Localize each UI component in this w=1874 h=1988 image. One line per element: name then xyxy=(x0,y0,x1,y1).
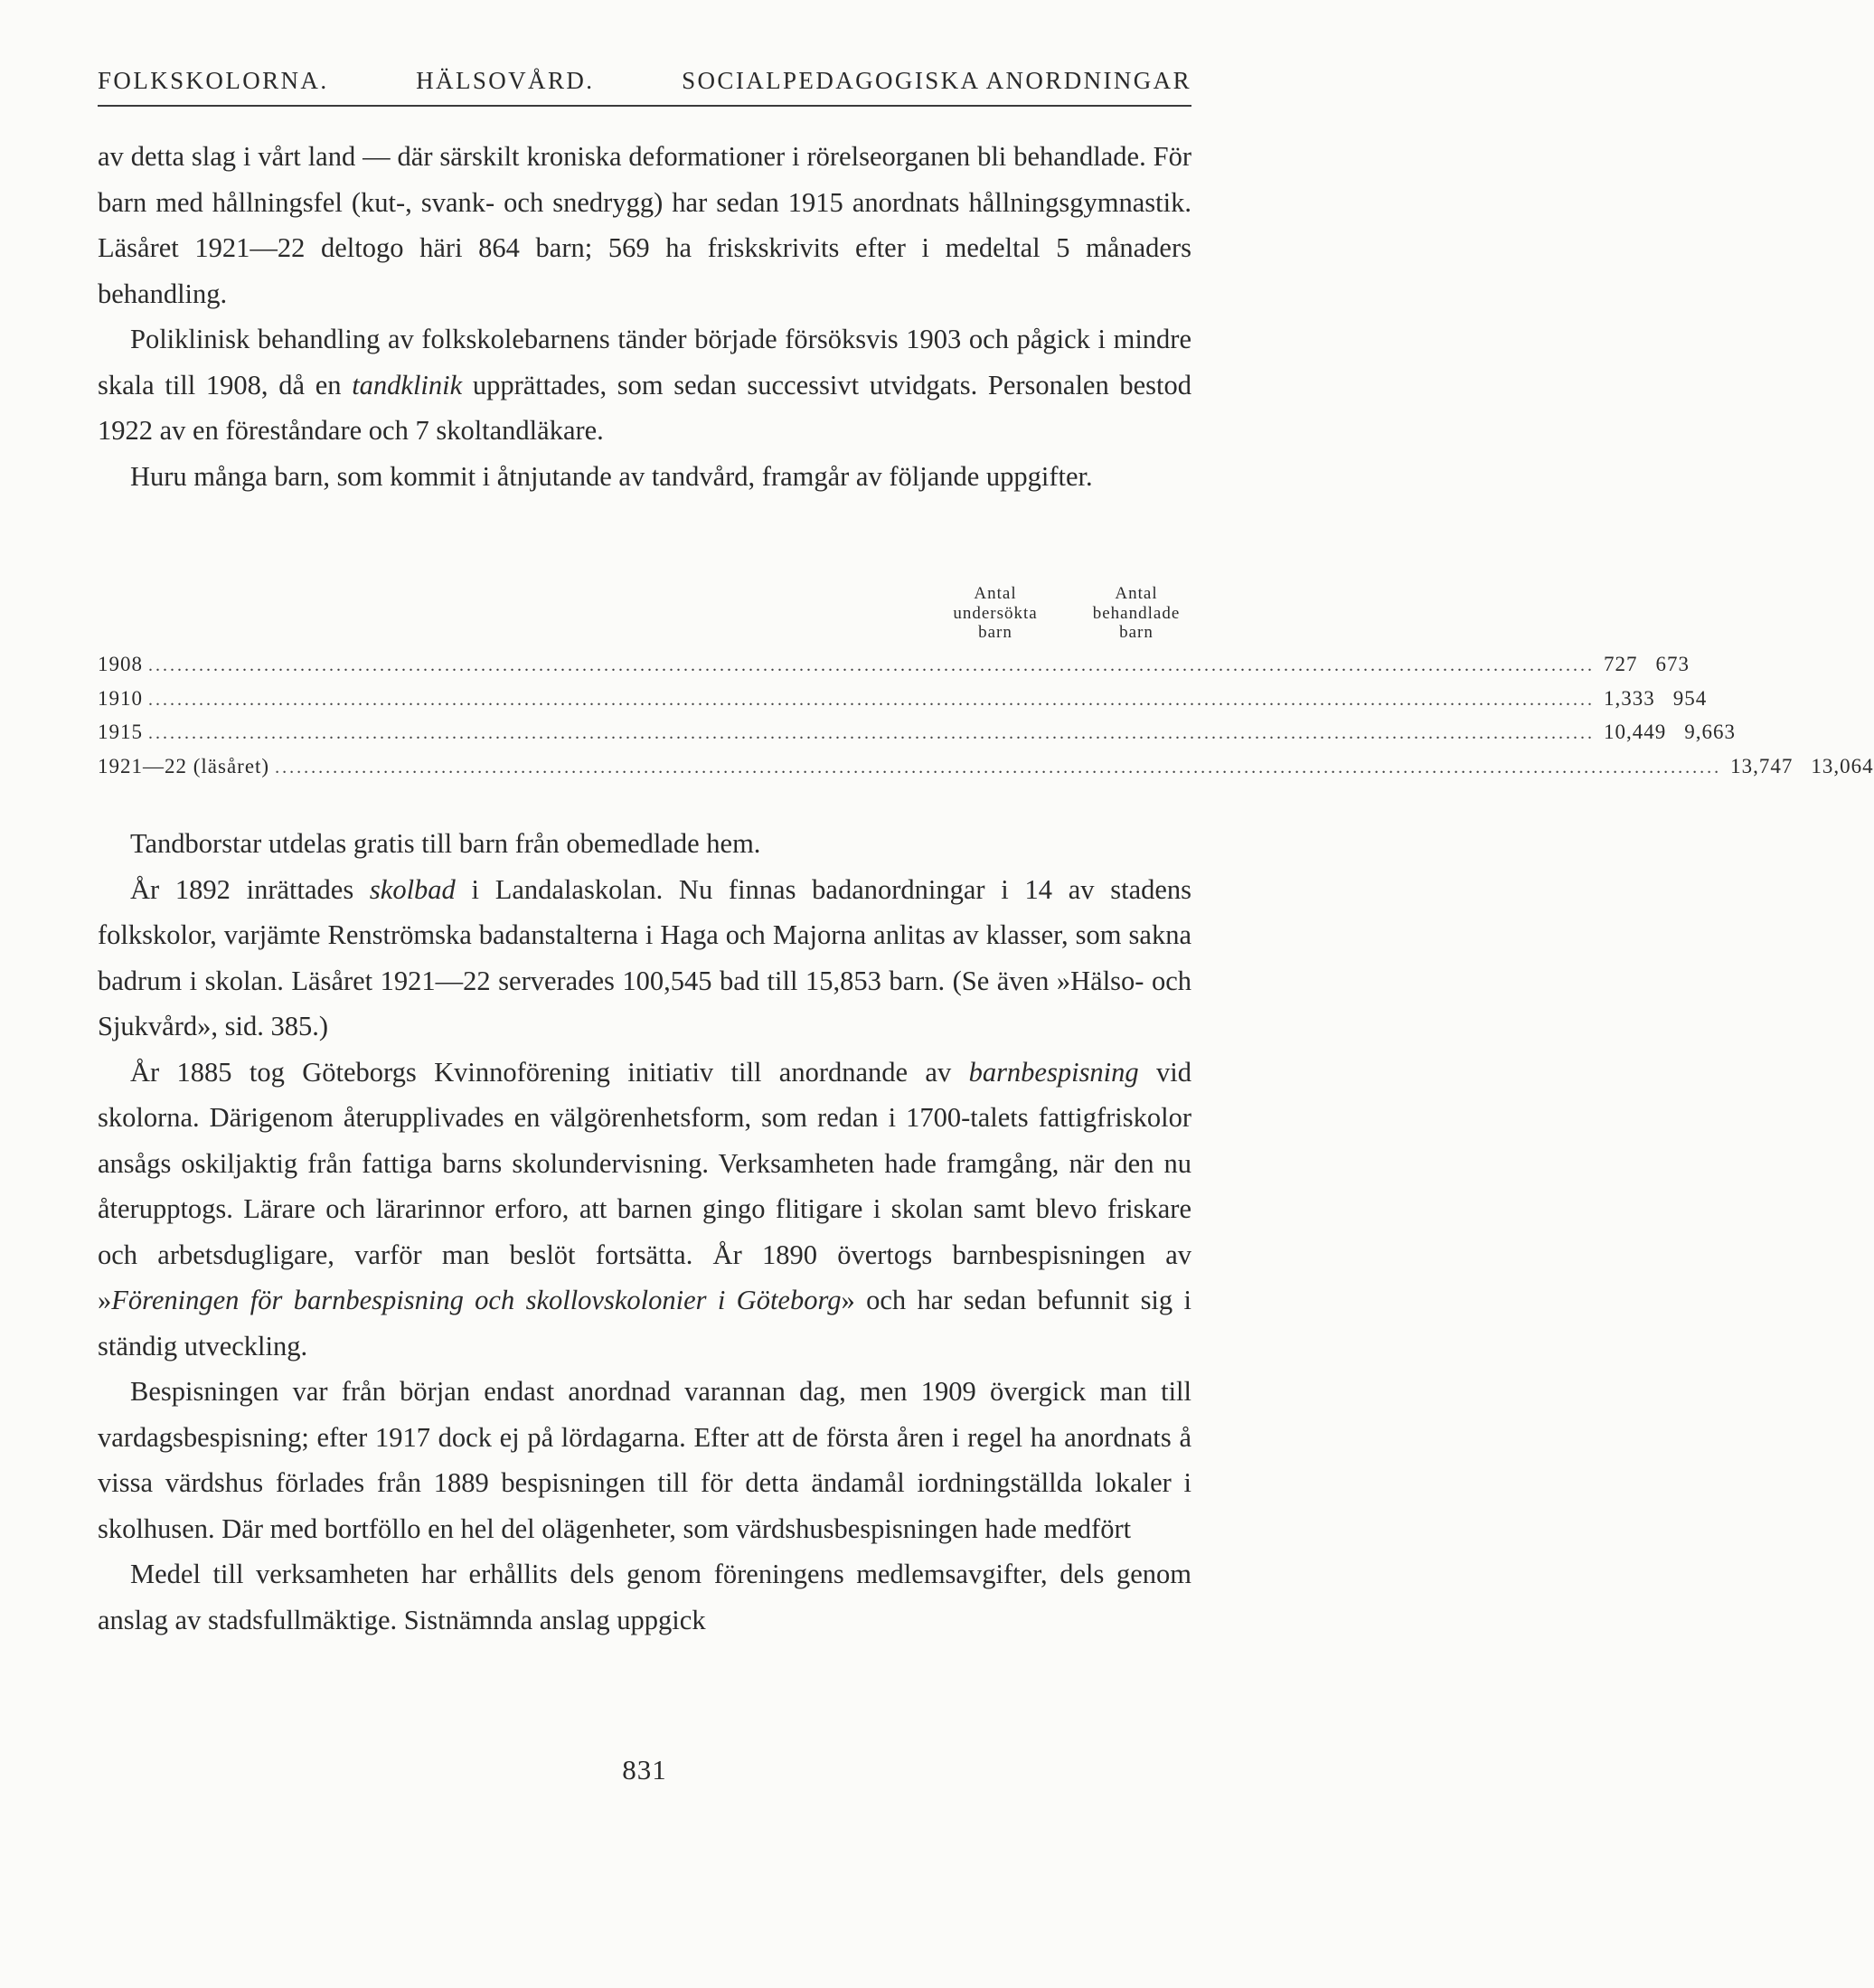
row-treated: 954 xyxy=(1672,686,1708,710)
dental-table xyxy=(98,653,1874,788)
emphasis-term: skolbad xyxy=(369,873,456,905)
table-row xyxy=(98,653,1690,687)
paragraph: av detta slag i vårt land — där särskilt kroniska deformationer i rörelseorganen bli behandlade. För barn med hållningsfel (kut-, svank- och snedrygg) har sedan 1915 anordnats hållningsgymnastik. Läsåret 1921—22 deltogo häri 864 barn; 569 ha friskskrivits efter i medeltal 5 månaders behandling. xyxy=(98,141,1191,309)
paragraph: Huru många barn, som kommit i åtnjutande av tandvård, framgår av följande uppgifter. xyxy=(130,460,1093,492)
running-head-left: FOLKSKOLORNA. xyxy=(98,67,329,94)
table-header-treated: Antal behandlade barn xyxy=(1092,584,1181,642)
table-row xyxy=(98,721,1736,755)
paragraph: År 1892 inrättades skolbad i Landalaskolan. Nu finnas badanordningar i 14 av stadens folkskolor, varjämte Renströmska badanstalterna i Haga och Majorna anlitas av klasser, som sakna badrum i skolan. Läsåret 1921—22 serverades 100,545 bad till 15,853 barn. (Se även »Hälso- och Sjukvård», sid. 385.) xyxy=(98,873,1192,1041)
leader-dots: ........................................................................................................................................................................................................ xyxy=(275,757,1722,777)
table-row xyxy=(98,754,1874,789)
emphasis-term: Föreningen för barnbespisning och skollovskolonier i Göteborg xyxy=(111,1285,842,1315)
paragraph: År 1885 tog Göteborgs Kvinnoförening initiativ till anordnande av barnbespisning vid skolorna. Därigenom återupplivades en välgörenhetsform, som redan i 1700-talets fattigfriskolor ansågs oskiljaktig från fattiga barns skolundervisning. Verksamheten hade framgång, när den nu återupptogs. Lärare och lärarinnor erforo, att barnen gingo flitigare i skolan samt blevo friskare och arbetsdugligare, varför man beslöt fortsätta. År 1890 övertogs barnbespisningen av »Föreningen för barnbespisning och skollovskolonier i Göteborg» och har sedan befunnit sig i ständig utveckling. xyxy=(98,1056,1191,1361)
row-treated: 9,663 xyxy=(1684,721,1736,743)
emphasis-term: tandklinik xyxy=(352,369,463,400)
header-rule xyxy=(98,105,1191,107)
paragraph: Bespisningen var från början endast anordnad varannan dag, men 1909 övergick man till vardagsbespisning; efter 1917 dock ej på lördagarna. Efter att de första åren i regel ha anordnats å vissa värdshus förlades från 1889 bespisningen till för detta ändamål iordningställda lokaler i skolhusen. Där med bortföllo en hel del olägenheter, som värdshusbespisningen hade medfört xyxy=(98,1376,1191,1544)
row-treated: 673 xyxy=(1655,653,1690,675)
running-head-middle: HÄLSOVÅRD. xyxy=(416,67,595,94)
table-row xyxy=(98,686,1708,721)
page-number: 831 xyxy=(622,1754,667,1785)
leader-dots: ........................................................................................................................................................................................................ xyxy=(148,723,1595,743)
text-block-bottom xyxy=(98,821,1191,1643)
paragraph: Medel till verksamheten har erhållits dels genom föreningens medlemsavgifter, dels genom anslag av stadsfullmäktige. Sistnämnda anslag uppgick xyxy=(98,1559,1191,1635)
leader-dots: ........................................................................................................................................................................................................ xyxy=(148,655,1595,675)
table-header xyxy=(928,584,1204,643)
row-year: 1908 xyxy=(98,653,143,675)
table-header-examined: Antal undersökta barn xyxy=(953,584,1038,642)
row-year: 1910 xyxy=(98,686,143,710)
paragraph: Poliklinisk behandling av folkskolebarnens tänder började försöksvis 1903 och pågick i mindre skala till 1908, då en tandklinik upprättades, som sedan successivt utvidgats. Personalen bestod 1922 av en föreståndare och 7 skoltandläkare. xyxy=(98,324,1192,446)
row-year: 1915 xyxy=(98,721,143,743)
row-treated: 13,064 xyxy=(1811,754,1874,777)
running-head xyxy=(98,67,1191,95)
page xyxy=(98,0,1874,1988)
text-block-top xyxy=(98,134,1191,499)
row-examined: 1,333 xyxy=(1604,686,1655,710)
leader-dots: ........................................................................................................................................................................................................ xyxy=(148,689,1595,710)
row-examined: 727 xyxy=(1604,653,1638,675)
row-examined: 13,747 xyxy=(1730,754,1794,777)
row-examined: 10,449 xyxy=(1604,721,1667,743)
running-head-right: SOCIALPEDAGOGISKA ANORDNINGAR xyxy=(682,67,1191,94)
paragraph: Tandborstar utdelas gratis till barn från obemedlade hem. xyxy=(130,828,761,859)
row-year: 1921—22 (läsåret) xyxy=(98,754,270,777)
emphasis-term: barnbespisning xyxy=(968,1056,1139,1088)
